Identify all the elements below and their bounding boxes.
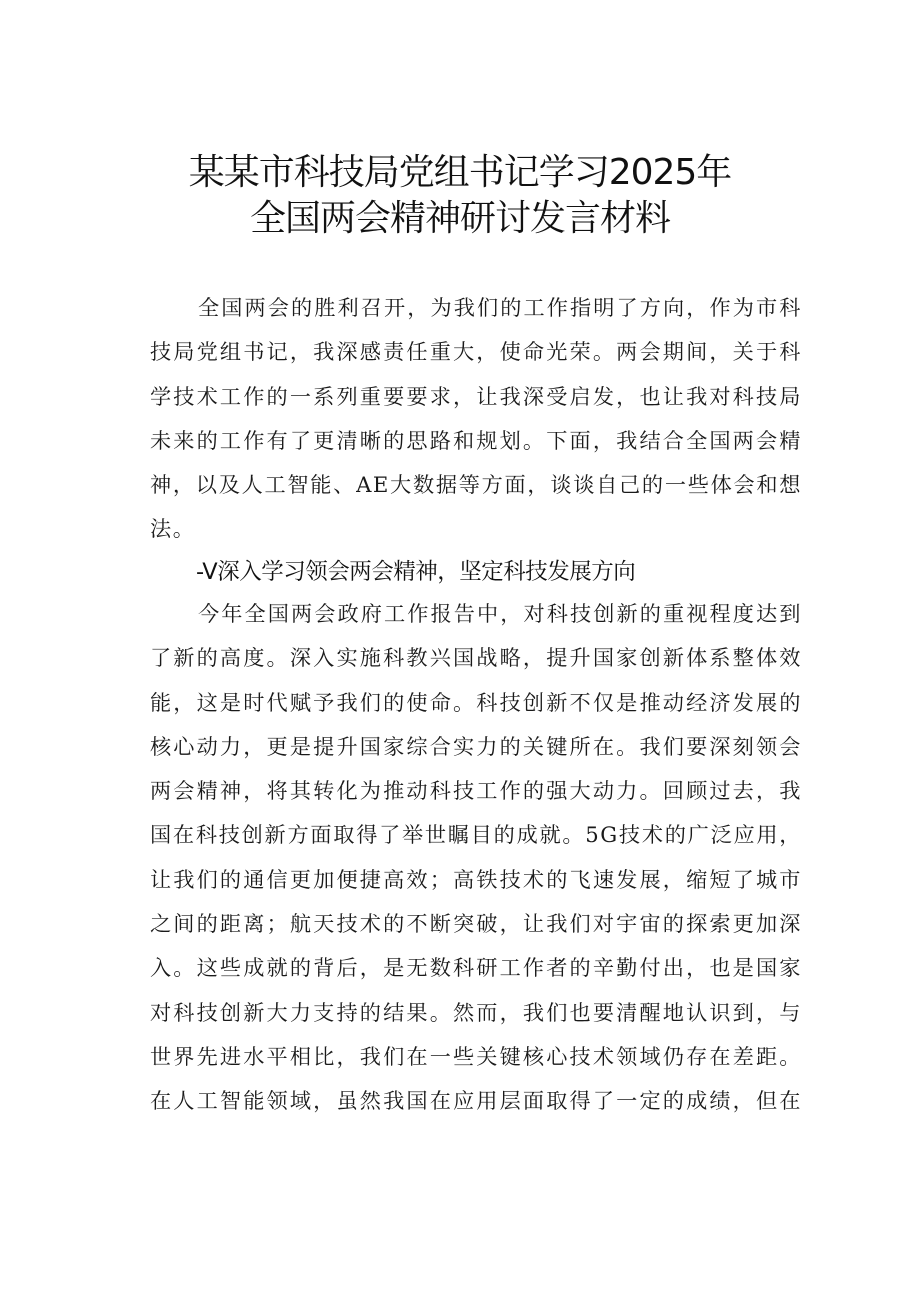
paragraph-line: 学技术工作的一系列重要要求，让我深受启发，也让我对科技局 — [150, 383, 802, 409]
intro-paragraph — [150, 286, 802, 552]
paragraph-line: 两会精神，将其转化为推动科技工作的强大动力。回顾过去，我 — [150, 778, 802, 804]
paragraph-line: 神，以及人工智能、AE大数据等方面，谈谈自己的一些体会和想 — [150, 472, 802, 498]
paragraph-line: 今年全国两会政府工作报告中，对科技创新的重视程度达到 — [198, 601, 802, 626]
paragraph-line: 了新的高度。深入实施科教兴国战略，提升国家创新体系整体效 — [150, 645, 802, 671]
paragraph-line: 国在科技创新方面取得了举世瞩目的成就。5G技术的广泛应用， — [150, 822, 802, 848]
document-title — [0, 150, 920, 242]
paragraph-line: 技局党组书记，我深感责任重大，使命光荣。两会期间，关于科 — [150, 339, 802, 365]
paragraph-line: 世界先进水平相比，我们在一些关键核心技术领域仍存在差距。 — [150, 1043, 802, 1069]
paragraph-line: 对科技创新大力支持的结果。然而，我们也要清醒地认识到，与 — [150, 999, 802, 1025]
section-paragraph — [150, 592, 802, 1124]
paragraph-line: 全国两会的胜利召开，为我们的工作指明了方向，作为市科 — [198, 295, 802, 320]
paragraph-line: 未来的工作有了更清晰的思路和规划。下面，我结合全国两会精 — [150, 427, 802, 453]
paragraph-line: 法。 — [150, 516, 196, 542]
paragraph-line: 让我们的通信更加便捷高效；高铁技术的飞速发展，缩短了城市 — [150, 866, 802, 892]
title-line-2: 全国两会精神研讨发言材料 — [249, 198, 670, 239]
paragraph-line: 能，这是时代赋予我们的使命。科技创新不仅是推动经济发展的 — [150, 689, 802, 715]
section-heading: -V深入学习领会两会精神，坚定科技发展方向 — [196, 559, 636, 585]
paragraph-line: 核心动力，更是提升国家综合实力的关键所在。我们要深刻领会 — [150, 733, 802, 759]
paragraph-line: 入。这些成就的背后，是无数科研工作者的辛勤付出，也是国家 — [150, 955, 802, 981]
paragraph-line: 在人工智能领域，虽然我国在应用层面取得了一定的成绩，但在 — [150, 1088, 802, 1114]
paragraph-line: 之间的距离；航天技术的不断突破，让我们对宇宙的探索更加深 — [150, 911, 802, 937]
title-line-1: 某某市科技局党组书记学习2025年 — [188, 152, 732, 193]
